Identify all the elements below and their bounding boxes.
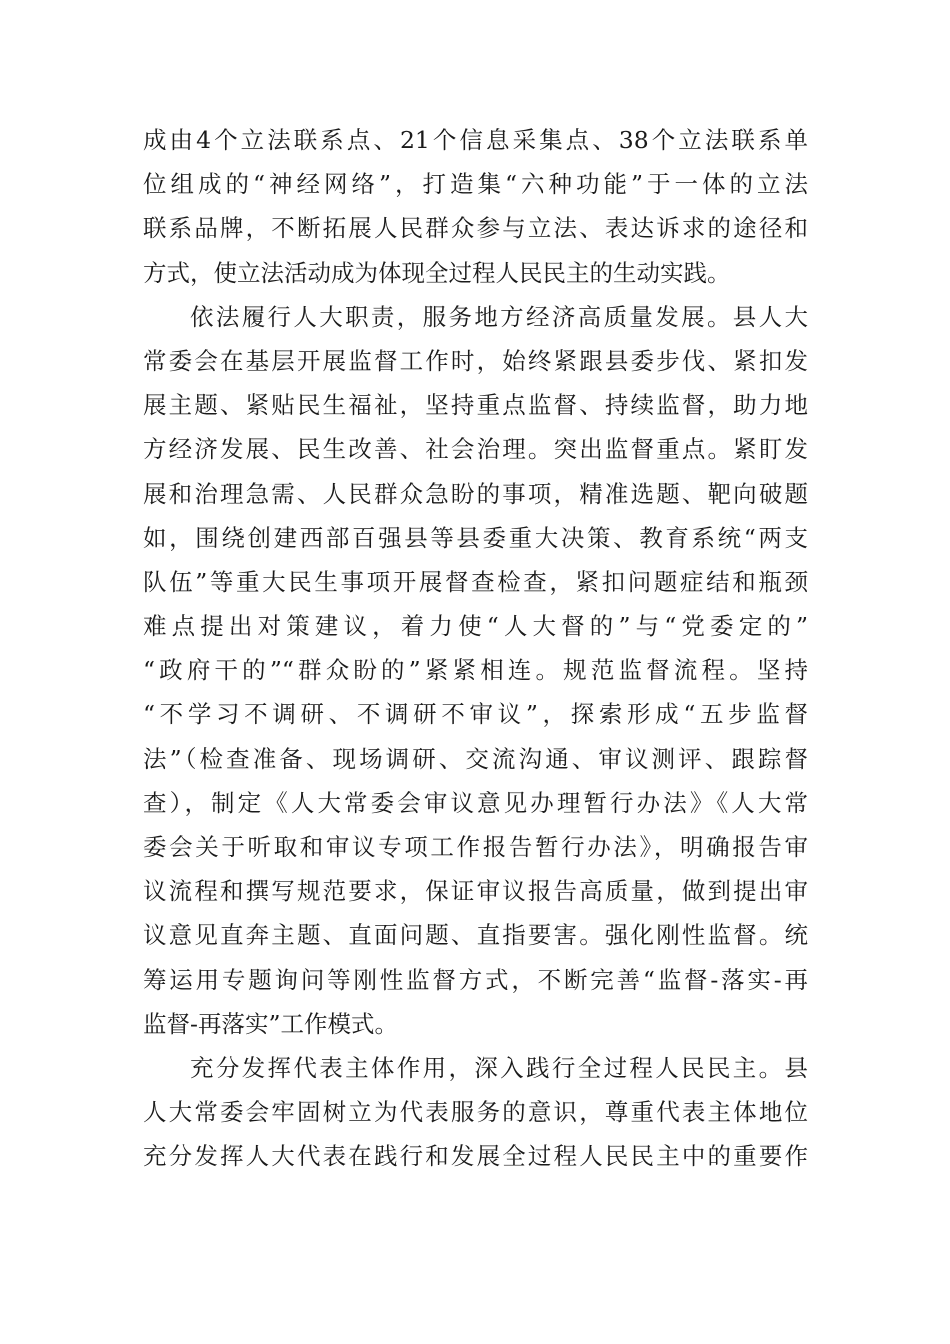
text-line: 如，围绕创建西部百强县等县委重大决策、教育系统“两支 xyxy=(143,523,808,552)
text-line: 展和治理急需、人民群众急盼的事项，精准选题、靶向破题 xyxy=(143,479,808,508)
text-line: “政府干的”“群众盼的”紧紧相连。规范监督流程。坚持 xyxy=(143,656,808,685)
text-line: 议流程和撰写规范要求，保证审议报告高质量，做到提出审 xyxy=(143,877,808,906)
text-line: 方式，使立法活动成为体现全过程人民民主的生动实践。 xyxy=(143,258,731,287)
text-line: 监督-再落实”工作模式。 xyxy=(143,1009,398,1038)
text-line: 展主题、紧贴民生福祉，坚持重点监督、持续监督，助力地 xyxy=(143,391,808,420)
text-line: 常委会在基层开展监督工作时，始终紧跟县委步伐、紧扣发 xyxy=(143,346,808,375)
text-line: 充分发挥代表主体作用，深入践行全过程人民民主。县 xyxy=(190,1053,808,1082)
text-line: 成由4个立法联系点、21个信息采集点、38个立法联系单 xyxy=(143,126,808,154)
text-line: 方经济发展、民生改善、社会治理。突出监督重点。紧盯发 xyxy=(143,435,808,464)
body-text xyxy=(143,118,808,1179)
paragraph-supervision xyxy=(143,295,808,1046)
text-line: 筹运用专题询问等刚性监督方式，不断完善“监督-落实-再 xyxy=(143,965,808,994)
text-line: 委会关于听取和审议专项工作报告暂行办法》，明确报告审 xyxy=(143,833,808,861)
text-line: 法”（检查准备、现场调研、交流沟通、审议测评、跟踪督 xyxy=(143,744,808,773)
text-line: 难点提出对策建议，着力使“人大督的”与“党委定的” xyxy=(143,612,808,641)
text-line: 位组成的“神经网络”，打造集“六种功能”于一体的立法 xyxy=(143,170,808,199)
text-line: 人大常委会牢固树立为代表服务的意识，尊重代表主体地位 xyxy=(143,1098,808,1127)
text-line: 查），制定《人大常委会审议意见办理暂行办法》《人大常 xyxy=(143,788,808,817)
text-line: 充分发挥人大代表在践行和发展全过程人民民主中的重要作 xyxy=(143,1142,808,1171)
text-line: 队伍”等重大民生事项开展督查检查，紧扣问题症结和瓶颈 xyxy=(143,567,808,596)
text-line: 议意见直奔主题、直面问题、直指要害。强化刚性监督。统 xyxy=(143,921,808,950)
paragraph-deputies xyxy=(143,1046,808,1179)
text-line: 联系品牌，不断拓展人民群众参与立法、表达诉求的途径和 xyxy=(143,214,808,243)
paragraph-legislation xyxy=(143,118,808,295)
text-line: “不学习不调研、不调研不审议”，探索形成“五步监督 xyxy=(143,700,808,729)
text-line: 依法履行人大职责，服务地方经济高质量发展。县人大 xyxy=(190,302,808,331)
